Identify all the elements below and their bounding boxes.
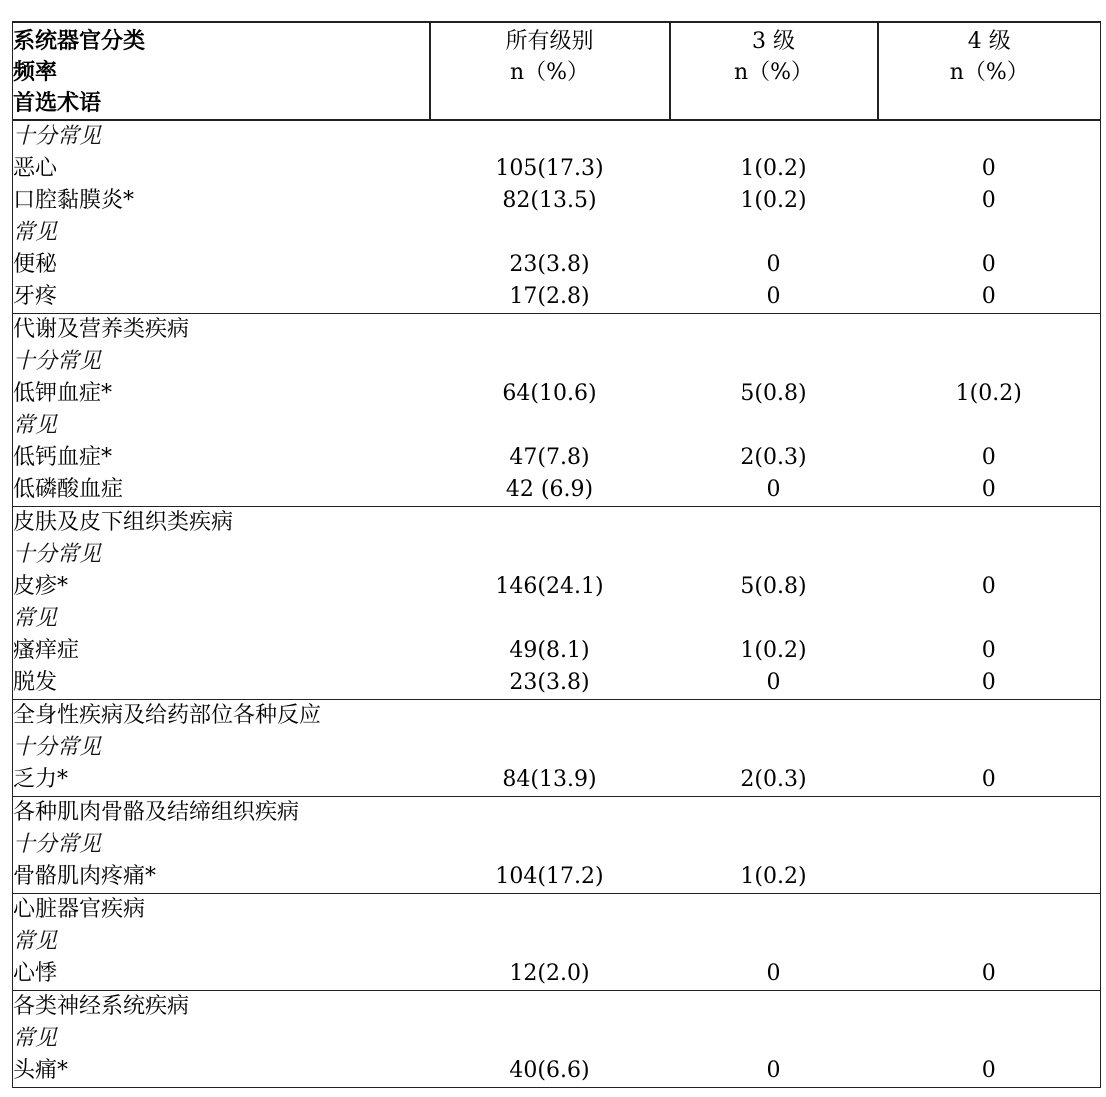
grade4-value: 0 bbox=[981, 284, 996, 309]
all-grades-value: 40(6.6) bbox=[430, 1055, 670, 1088]
all-grades-value: 23(3.8) bbox=[509, 252, 590, 277]
row-label: 皮疹* bbox=[13, 574, 69, 599]
table-row bbox=[13, 603, 1101, 635]
grade4-value bbox=[878, 120, 1101, 153]
grade4-value bbox=[878, 797, 1101, 830]
all-grades-value: 49(8.1) bbox=[509, 638, 590, 663]
table-row bbox=[13, 764, 1101, 797]
table-body bbox=[13, 120, 1101, 1088]
header-all-grades: 所有级别 n（%） bbox=[430, 22, 670, 120]
table-row bbox=[13, 346, 1101, 378]
all-grades-value: 84(13.9) bbox=[502, 767, 597, 792]
row-label: 低磷酸血症 bbox=[13, 477, 124, 502]
grade4-value: 0 bbox=[981, 188, 996, 213]
grade3-value: 1(0.2) bbox=[740, 188, 807, 213]
row-label: 常见 bbox=[13, 929, 58, 954]
all-grades-value: 105(17.3) bbox=[495, 156, 604, 181]
all-grades-value bbox=[430, 507, 670, 540]
grade3-value bbox=[670, 829, 878, 861]
all-grades-value: 12(2.0) bbox=[509, 961, 590, 986]
row-label: 常见 bbox=[13, 606, 58, 631]
grade4-value bbox=[878, 507, 1101, 540]
all-grades-value bbox=[430, 700, 670, 733]
grade3-value: 2(0.3) bbox=[740, 445, 807, 470]
grade3-value: 1(0.2) bbox=[740, 156, 807, 181]
row-label: 常见 bbox=[13, 413, 58, 438]
table-row bbox=[13, 958, 1101, 991]
table-row bbox=[13, 249, 1101, 281]
grade3-value bbox=[670, 603, 878, 635]
row-label: 全身性疾病及给药部位各种反应 bbox=[13, 700, 430, 733]
grade3-value: 5(0.8) bbox=[740, 381, 807, 406]
table-row bbox=[13, 442, 1101, 474]
row-label: 头痛* bbox=[13, 1055, 430, 1088]
row-label: 十分常见 bbox=[13, 124, 102, 149]
table-row bbox=[13, 539, 1101, 571]
grade4-value bbox=[878, 314, 1101, 347]
grade3-value bbox=[670, 120, 878, 153]
table-row bbox=[13, 378, 1101, 410]
grade3-value: 0 bbox=[766, 477, 781, 502]
row-label: 口腔黏膜炎* bbox=[13, 188, 135, 213]
grade3-value: 1(0.2) bbox=[740, 864, 807, 889]
all-grades-value bbox=[430, 314, 670, 347]
grade4-value bbox=[878, 991, 1101, 1024]
all-grades-value: 42 (6.9) bbox=[505, 477, 594, 502]
all-grades-value: 146(24.1) bbox=[495, 574, 604, 599]
grade3-value: 0 bbox=[670, 1055, 878, 1088]
table-row bbox=[13, 474, 1101, 507]
grade3-value: 0 bbox=[766, 252, 781, 277]
grade3-value: 0 bbox=[766, 670, 781, 695]
grade3-value: 0 bbox=[766, 961, 781, 986]
grade3-value bbox=[670, 410, 878, 442]
all-grades-value: 47(7.8) bbox=[509, 445, 590, 470]
all-grades-value: 17(2.8) bbox=[509, 284, 590, 309]
grade3-value bbox=[670, 1023, 878, 1055]
grade4-value: 0 bbox=[981, 477, 996, 502]
grade3-value bbox=[670, 991, 878, 1024]
row-label: 低钙血症* bbox=[13, 445, 113, 470]
row-label: 十分常见 bbox=[13, 832, 102, 857]
table-row bbox=[13, 281, 1101, 314]
row-label: 各种肌肉骨骼及结缔组织疾病 bbox=[13, 797, 430, 830]
grade3-value bbox=[670, 926, 878, 958]
grade4-value bbox=[878, 1023, 1101, 1055]
grade3-value bbox=[670, 732, 878, 764]
all-grades-value bbox=[430, 894, 670, 927]
all-grades-value bbox=[430, 732, 670, 764]
row-label: 便秘 bbox=[13, 252, 58, 277]
grade3-value bbox=[670, 700, 878, 733]
all-grades-value: 23(3.8) bbox=[509, 670, 590, 695]
grade3-value: 0 bbox=[766, 284, 781, 309]
all-grades-value bbox=[430, 991, 670, 1024]
table-row bbox=[13, 185, 1101, 217]
table-row bbox=[13, 571, 1101, 603]
table-row bbox=[13, 894, 1101, 927]
grade4-value bbox=[878, 732, 1101, 764]
grade3-value: 1(0.2) bbox=[740, 638, 807, 663]
grade4-value bbox=[878, 410, 1101, 442]
table-row bbox=[13, 120, 1101, 153]
all-grades-value bbox=[430, 926, 670, 958]
table-row bbox=[13, 700, 1101, 733]
table-row bbox=[13, 410, 1101, 442]
row-label: 十分常见 bbox=[13, 349, 102, 374]
table-row bbox=[13, 635, 1101, 667]
grade4-value bbox=[878, 861, 1101, 894]
all-grades-value bbox=[430, 120, 670, 153]
table-row bbox=[13, 667, 1101, 700]
grade4-value: 0 bbox=[981, 445, 996, 470]
all-grades-value bbox=[430, 829, 670, 861]
row-label: 乏力* bbox=[13, 767, 69, 792]
all-grades-value bbox=[430, 797, 670, 830]
row-label: 脱发 bbox=[13, 670, 58, 695]
grade4-value bbox=[878, 603, 1101, 635]
grade4-value: 0 bbox=[981, 156, 996, 181]
all-grades-value bbox=[430, 1023, 670, 1055]
table-row bbox=[13, 314, 1101, 347]
table-row bbox=[13, 732, 1101, 764]
grade3-value: 5(0.8) bbox=[740, 574, 807, 599]
table-row bbox=[13, 861, 1101, 894]
row-label: 心悸 bbox=[13, 961, 58, 986]
grade4-value bbox=[878, 829, 1101, 861]
adverse-reactions-table bbox=[12, 21, 1101, 1088]
grade4-value: 0 bbox=[981, 252, 996, 277]
grade4-value: 1(0.2) bbox=[955, 381, 1022, 406]
grade4-value: 0 bbox=[981, 961, 996, 986]
row-label: 瘙痒症 bbox=[13, 638, 80, 663]
all-grades-value bbox=[430, 346, 670, 378]
table-row bbox=[13, 926, 1101, 958]
table-row bbox=[13, 507, 1101, 540]
row-label: 各类神经系统疾病 bbox=[13, 991, 430, 1024]
row-label: 心脏器官疾病 bbox=[13, 894, 430, 927]
table-row bbox=[13, 991, 1101, 1024]
row-label: 十分常见 bbox=[13, 542, 102, 567]
grade3-value bbox=[670, 314, 878, 347]
all-grades-value bbox=[430, 603, 670, 635]
grade4-value: 0 bbox=[981, 638, 996, 663]
row-label: 牙疼 bbox=[13, 284, 58, 309]
row-label: 皮肤及皮下组织类疾病 bbox=[13, 507, 430, 540]
table-row bbox=[13, 217, 1101, 249]
row-label: 常见 bbox=[13, 220, 58, 245]
header-soc: 系统器官分类 频率 首选术语 bbox=[13, 22, 430, 120]
table-row bbox=[13, 153, 1101, 185]
table-row bbox=[13, 1023, 1101, 1055]
grade3-value bbox=[670, 507, 878, 540]
grade3-value bbox=[670, 346, 878, 378]
grade4-value bbox=[878, 700, 1101, 733]
table-row bbox=[13, 797, 1101, 830]
row-label: 十分常见 bbox=[13, 735, 102, 760]
grade4-value: 0 bbox=[981, 767, 996, 792]
header-grade-3: 3 级 n（%） bbox=[670, 22, 878, 120]
grade3-value bbox=[670, 797, 878, 830]
grade3-value bbox=[670, 894, 878, 927]
all-grades-value bbox=[430, 539, 670, 571]
table-row bbox=[13, 829, 1101, 861]
all-grades-value: 64(10.6) bbox=[502, 381, 597, 406]
grade4-value bbox=[878, 346, 1101, 378]
grade4-value: 0 bbox=[981, 574, 996, 599]
row-label: 骨骼肌肉疼痛* bbox=[13, 864, 157, 889]
grade3-value bbox=[670, 539, 878, 571]
row-label: 恶心 bbox=[13, 156, 58, 181]
all-grades-value: 104(17.2) bbox=[495, 864, 604, 889]
row-label: 低钾血症* bbox=[13, 381, 113, 406]
grade4-value bbox=[878, 539, 1101, 571]
all-grades-value bbox=[430, 410, 670, 442]
grade3-value: 2(0.3) bbox=[740, 767, 807, 792]
grade4-value bbox=[878, 894, 1101, 927]
all-grades-value: 82(13.5) bbox=[502, 188, 597, 213]
all-grades-value bbox=[430, 217, 670, 249]
grade4-value: 0 bbox=[878, 1055, 1101, 1088]
grade3-value bbox=[670, 217, 878, 249]
grade4-value bbox=[878, 217, 1101, 249]
table-header bbox=[13, 22, 1101, 120]
row-label: 代谢及营养类疾病 bbox=[13, 314, 430, 347]
grade4-value bbox=[878, 926, 1101, 958]
row-label: 常见 bbox=[13, 1026, 58, 1051]
table-row bbox=[13, 1055, 1101, 1088]
grade4-value: 0 bbox=[981, 670, 996, 695]
header-grade-4: 4 级 n（%） bbox=[878, 22, 1101, 120]
